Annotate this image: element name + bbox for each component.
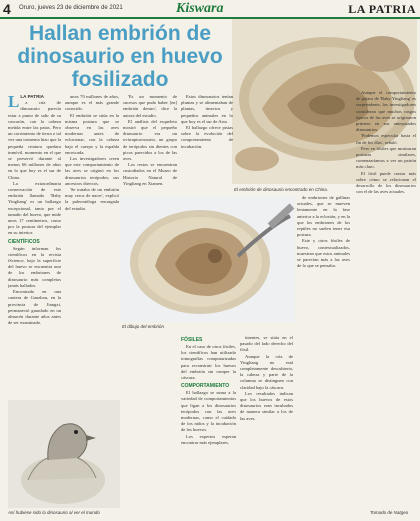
column-1 [8,94,61,399]
column-6-paragraph: Aunque el comportamiento de pájaro de 'Baby Yingliang' es sorprendente, los investigadores consideran que muchos rasgos típicos de las aves se originaron primero en sus antepasados dinosaurios. [356,90,416,133]
headline-line-1: Hallan embrión de [28,22,212,45]
embryo-illustration [120,196,295,322]
column-6-paragraph: Pero en fósiles que mostraran posturas similares, comenzaríamos a ver un patrón más claro. [356,145,416,170]
column-3-paragraph: El análisis del esqueleto mostró que el pequeño dinosaurio era un ovirraptorosaurio, un grupo de terópodos sin dientes con picos parecidos a los de las aves. [123,118,177,162]
newspaper-name: LA PATRIA [348,2,416,16]
headline-line-3: fosilizado [71,68,169,91]
embryo-caption: El dibujo del embrión [122,324,165,329]
column-7 [181,335,236,515]
hatchling-illustration [8,400,120,508]
column-8-paragraph: Aunque la cría de Yingliang no está completamente descubierta, la cabeza y parte de la columna se distinguen con claridad bajo la cáscara. [240,353,293,390]
column-8 [240,335,293,515]
column-6-paragraph: El fósil puede contar más sobre cómo se relacionan el desarrollo de los dinosaurios con el de las aves actuales. [356,170,416,195]
headline [10,22,230,91]
column-4-paragraph: Estos dinosaurios tenían plumas y se alimentaban de plantas, insectos y pequeños animales en lo que hoy es el sur de Asia. [181,94,233,124]
column-2-paragraph: 'Se trataba de un embrión muy cerca de nacer', explicó la paleontóloga encargada del estudio. [65,187,119,211]
column-2 [65,94,119,399]
column-5-paragraph: Este y otros fósiles de huevo, contextualizados, muestran que estos animales se parecían más a las aves de lo que se pensaba. [297,238,350,269]
column-1-paragraph: Según informan los científicos en la revista iScience, bajo la superficie del huevo se encuentra uno de los embriones de dinosaurio más completos jamás hallados. [8,245,61,288]
column-7-paragraph: Los expertos esperan encontrar más ejemplares. [181,433,236,445]
column-8-paragraph: Los resultados indican que los huevos de estos dinosaurios eran incubados de manera similar a los de las aves. [240,390,293,421]
column-3-paragraph: Los restos se encuentran custodiados en el Museo de Historia Natural de Yingliang en Xiamen. [123,162,177,186]
column-1-paragraph: La extraordinaria conservación de este embrión llamado 'Baby Yingliang' es un hallazgo excepcional, tanto por el tamaño del huevo, que mide unos 17 centímetros, como por la postura del ejemplar en su interior. [8,180,61,236]
column-8-paragraph: tinentes, se sitúa en el pasado del lado derecho del fósil. [240,335,293,353]
hatchling-drawing [8,400,120,508]
column-1-paragraph: a cría de dinosaurio parecía estar a punto de salir de su cascarón, con la cabeza metida entre las patas. Pero un corrimiento de tierra o tal vez una tormenta hizo que la pequeña criatura quedara inmóvil, momento en el que se preservó durante al menos 66 millones de años en lo que hoy es el sur de China. [8,100,61,180]
column-2-paragraph: unos 70 millones de años, aunque es el más grande conocido. [65,94,119,112]
column-7-paragraph: En el caso de otros fósiles, los científicos han utilizado tomografías computarizadas para reconstruir los huesos del embrión sin romper la cáscara. [181,344,236,381]
column-2-paragraph: El embrión se sitúa en la misma postura que se observa en las aves modernas antes de eclosionar, con la cabeza bajo el cuerpo y la espalda enroscada. [65,112,119,155]
column-5-paragraph: de embriones de gallinas actuales, que se mueven lentamente en la fase anterior a la eclosión, y en la que los embriones de los reptiles no suelen tener esa postura. [297,195,350,238]
column-1-lead: LA PATRIA [20,94,44,99]
headline-line-2: dinosaurio en huevo [17,45,223,68]
column-2-paragraph: Los investigadores creen que este comportamiento de las aves se originó en los dinosaurios terópodos, sus ancestros directos. [65,156,119,186]
header-date: Oruro, jueves 23 de diciembre de 2021 [19,5,123,11]
byline: Tomado de Natgeo [370,510,409,515]
column-7-subhead: FÓSILES [181,337,203,343]
column-3-paragraph: 'Es un momento de sucesos que pudo haber [en] embrión dentro', dice la autora del estudio. [123,94,177,118]
column-1-subhead: CIENTÍFICOS [8,238,40,245]
section-title: Kiswara [176,1,224,16]
column-6 [356,90,416,508]
drop-cap: L [8,94,20,111]
embryo-drawing [120,196,295,322]
column-6-paragraph: 'Podemos especular hasta el fin de los días', señaló. [356,133,416,145]
column-1-paragraph: Encontrado en una cantera de Ganzhou, en la provincia de Jiangxi, permaneció guardado en un almacén durante años antes de ser examinado. [8,289,61,326]
column-7-paragraph: El hallazgo se suma a la variedad de comportamientos que ligan a los dinosaurios terópodos con las aves modernas, como el cuidado de los nidos y la incubación de los huevos. [181,390,236,433]
page-header [0,0,420,18]
column-7-subhead: COMPORTAMIENTO [181,383,230,390]
hatchling-caption: Así hubiese sido la dinosaurio al ver el mundo [8,510,100,515]
column-4-paragraph: El hallazgo ofrece pistas sobre la evolución del comportamiento de incubación. [181,125,233,149]
column-5 [297,195,350,290]
page-number: 4 [3,1,11,17]
fossil-caption: El embrión de dinosaurio encontrado en China. [234,187,329,192]
